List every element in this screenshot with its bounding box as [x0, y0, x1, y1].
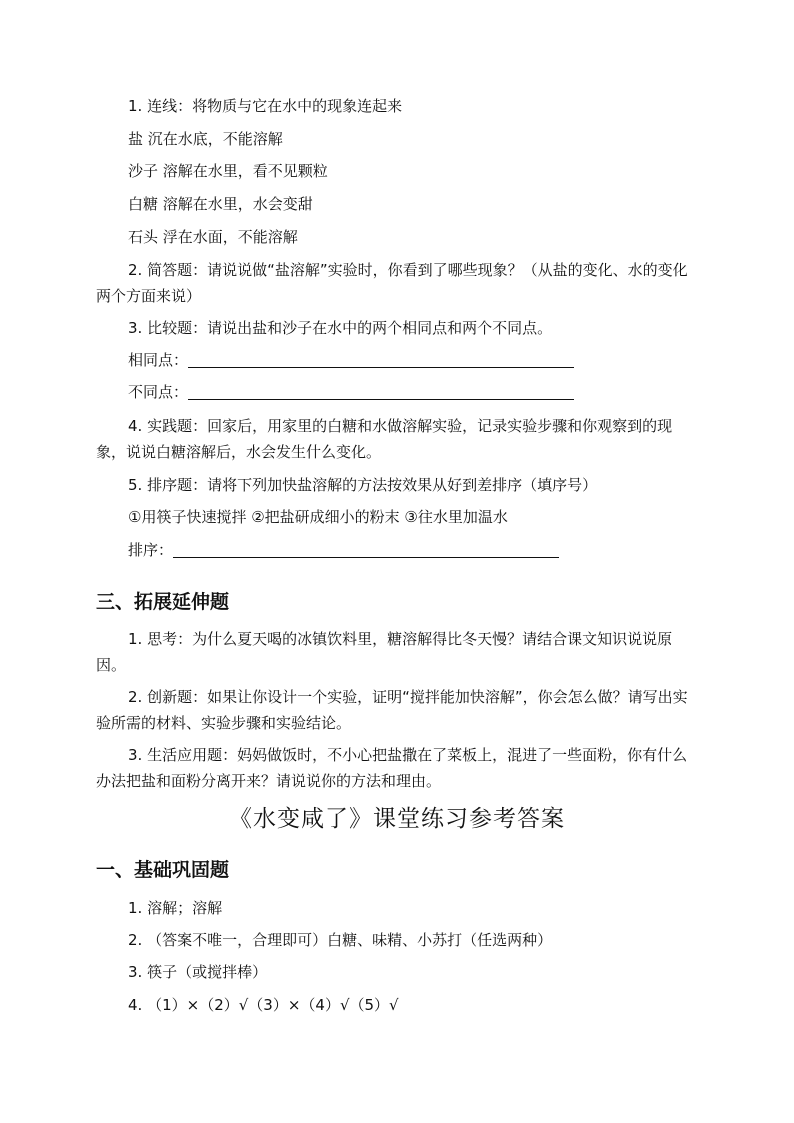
same-points-row: [128, 352, 574, 368]
diff-points-blank[interactable]: [188, 385, 574, 400]
extension-question-2: 2. 创新题：如果让你设计一个实验，证明“搅拌能加快溶解”，你会怎么做？请写出实验所需的材料、实验步骤和实验结论。: [96, 688, 688, 732]
question-4: 4. 实践题：回家后，用家里的白糖和水做溶解实验，记录实验步骤和你观察到的现象，说说白糖溶解后，水会发生什么变化。: [96, 417, 673, 461]
order-blank[interactable]: [173, 543, 559, 558]
matching-item: 沙子 溶解在水里，看不见颗粒: [128, 162, 328, 180]
same-points-blank[interactable]: [188, 353, 574, 368]
answer-item: 4. （1）×（2）√（3）×（4）√（5）√: [128, 996, 399, 1014]
order-row: [128, 542, 559, 558]
extension-question-3: 3. 生活应用题：妈妈做饭时，不小心把盐撒在了菜板上，混进了一些面粉，你有什么办法把盐和面粉分离开来？请说说你的方法和理由。: [96, 746, 688, 790]
diff-points-label: 不同点：: [128, 383, 189, 401]
question-5-options: ①用筷子快速搅拌 ②把盐研成细小的粉末 ③往水里加温水: [128, 508, 508, 526]
matching-item: 白糖 溶解在水里，水会变甜: [128, 195, 313, 213]
answers-section-1-heading: 一、基础巩固题: [96, 859, 230, 881]
extension-question-1: 1. 思考：为什么夏天喝的冰镇饮料里，糖溶解得比冬天慢？请结合课文知识说说原因。: [96, 630, 673, 674]
section-3-heading: 三、拓展延伸题: [96, 591, 230, 613]
order-label: 排序：: [128, 541, 174, 559]
answer-item: 3. 筷子（或搅拌棒）: [128, 963, 268, 981]
diff-points-row: [128, 384, 574, 400]
question-2: 2. 简答题：请说说做“盐溶解”实验时，你看到了哪些现象？（从盐的变化、水的变化两个方面来说）: [96, 261, 688, 305]
question-5-title: 5. 排序题：请将下列加快盐溶解的方法按效果从好到差排序（填序号）: [128, 476, 598, 494]
answer-item: 2. （答案不唯一，合理即可）白糖、味精、小苏打（任选两种）: [128, 931, 553, 949]
matching-item: 盐 沉在水底，不能溶解: [128, 130, 283, 148]
answer-item: 1. 溶解；溶解: [128, 899, 223, 917]
same-points-label: 相同点：: [128, 351, 189, 369]
question-3-title: 3. 比较题：请说出盐和沙子在水中的两个相同点和两个不同点。: [128, 319, 553, 337]
question-1-title: 1. 连线：将物质与它在水中的现象连起来: [128, 97, 403, 115]
matching-item: 石头 浮在水面，不能溶解: [128, 228, 298, 246]
answers-title: 《水变咸了》课堂练习参考答案: [229, 806, 565, 832]
